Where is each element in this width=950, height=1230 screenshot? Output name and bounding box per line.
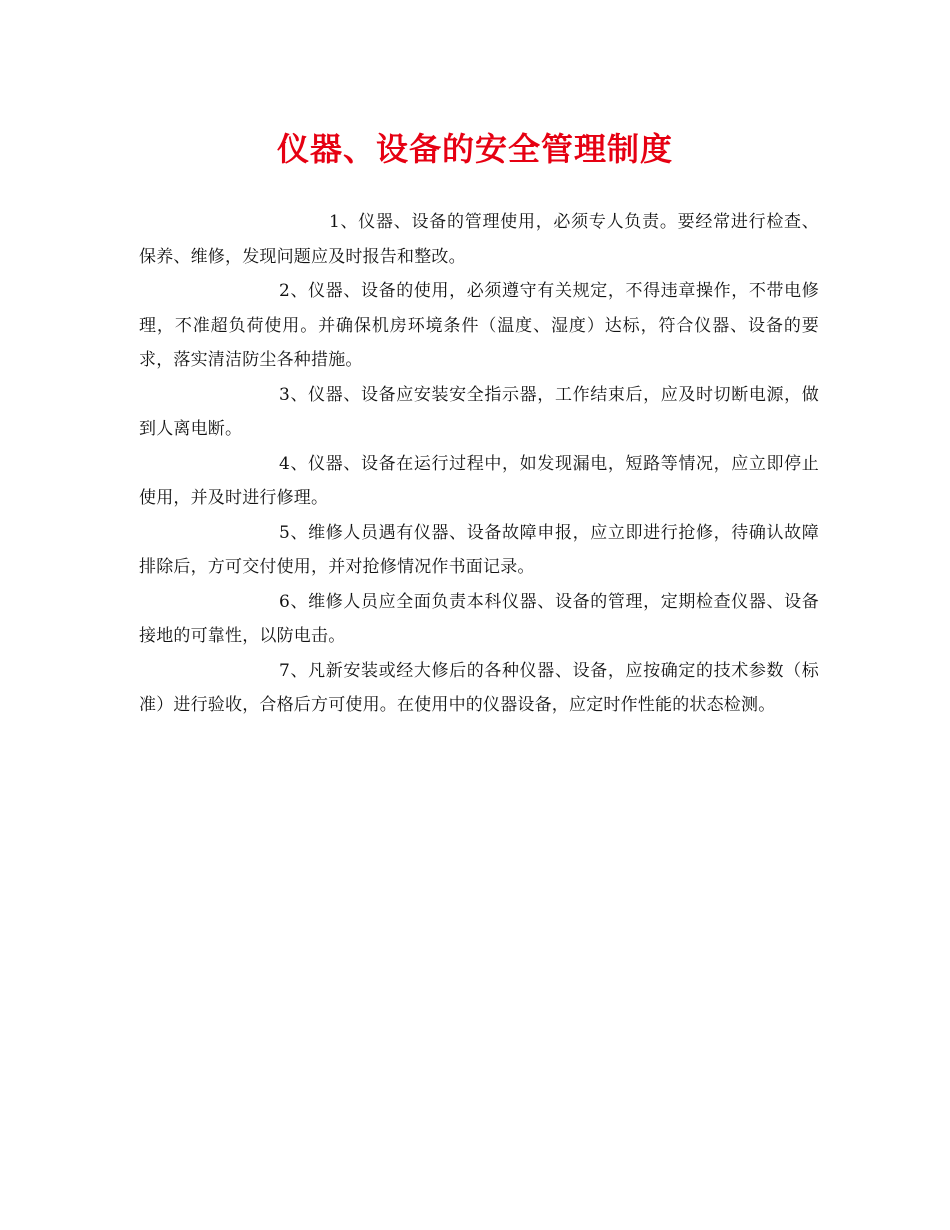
document-title: 仪器、设备的安全管理制度 xyxy=(276,130,673,168)
paragraph-3: 3、仪器、设备应安装安全指示器，工作结束后，应及时切断电源，做到人离电断。 xyxy=(139,384,819,439)
paragraph-1: 1、仪器、设备的管理使用，必须专人负责。要经常进行检查、保养、维修，发现问题应及时报告和整改。 xyxy=(139,212,819,267)
paragraph-6: 6、维修人员应全面负责本科仪器、设备的管理，定期检查仪器、设备接地的可靠性，以防电击。 xyxy=(139,591,819,646)
paragraph-4: 4、仪器、设备在运行过程中，如发现漏电，短路等情况，应立即停止使用，并及时进行修理。 xyxy=(139,453,819,508)
paragraph-7: 7、凡新安装或经大修后的各种仪器、设备，应按确定的技术参数（标准）进行验收，合格后方可使用。在使用中的仪器设备，应定时作性能的状态检测。 xyxy=(139,660,819,715)
paragraph-2: 2、仪器、设备的使用，必须遵守有关规定，不得违章操作，不带电修理，不准超负荷使用。并确保机房环境条件（温度、湿度）达标，符合仪器、设备的要求，落实清洁防尘各种措施。 xyxy=(139,281,819,370)
document-body xyxy=(139,205,819,723)
paragraph-5: 5、维修人员遇有仪器、设备故障申报，应立即进行抢修，待确认故障排除后，方可交付使用，并对抢修情况作书面记录。 xyxy=(139,522,819,577)
